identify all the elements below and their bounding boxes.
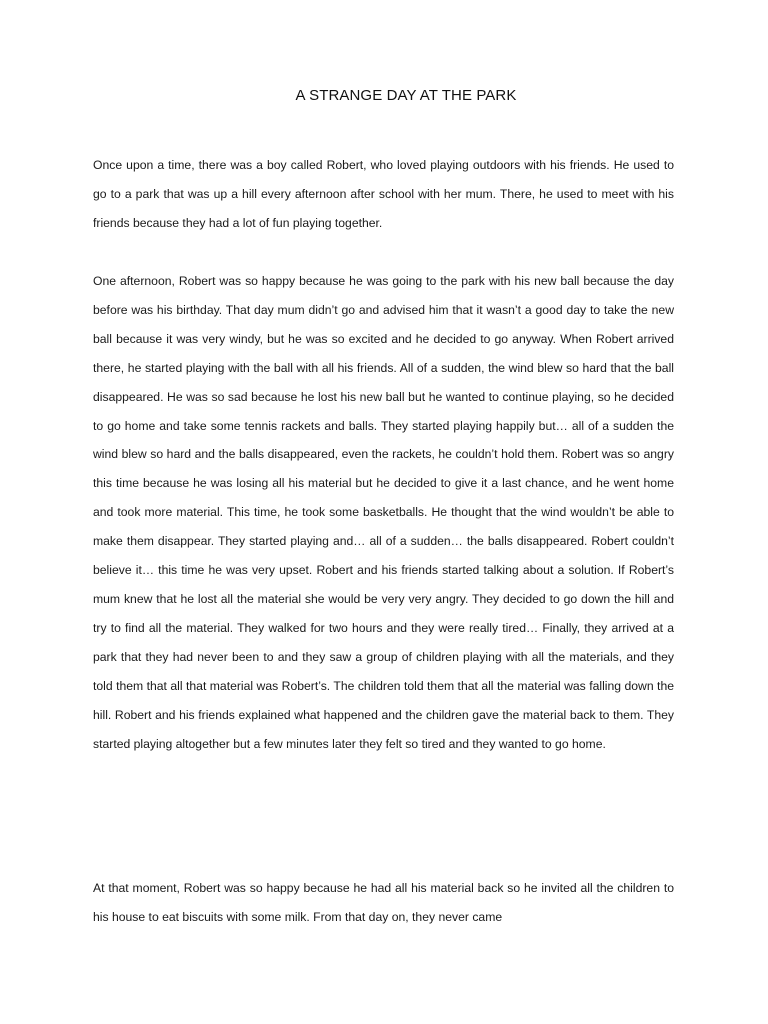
paragraph-2: One afternoon, Robert was so happy because he was going to the park with his new ball because the day before was his birthday. That day mum didn’t go and advised him that it wasn’t a good day to take the new ball because it was very windy, but he was so excited and he decided to go anyway. When Robert arrived there, he started playing with the ball with all his friends. All of a sudden, the wind blew so hard that the ball disappeared. He was so sad because he lost his new ball but he wanted to continue playing, so he decided to go home and take some tennis rackets and balls. They started playing happily but… all of a sudden the wind blew so hard and the balls disappeared, even the rackets, he couldn’t hold them. Robert was so angry this time because he was losing all his material but he decided to give it a last chance, and he went home and took more material. This time, he took some basketballs. He thought that the wind wouldn’t be able to make them disappear. They started playing and… all of a sudden… the balls disappeared. Robert couldn’t believe it… this time he was very upset. Robert and his friends started talking about a solution. If Robert’s mum knew that he lost all the material she would be very very angry. They decided to go down the hill and try to find all the material. They walked for two hours and they were really tired… Finally, they arrived at a park that they had never been to and they saw a group of children playing with all the materials, and they told them that all that material was Robert’s. The children told them that all the material was falling down the hill. Robert and his friends explained what happened and the children gave the material back to them. They started playing altogether but a few minutes later they felt so tired and they wanted to go home. (93, 274, 674, 751)
document-title: A STRANGE DAY AT THE PARK (295, 87, 517, 104)
paragraph-1: Once upon a time, there was a boy called Robert, who loved playing outdoors with his friends. He used to go to a park that was up a hill every afternoon after school with her mum. There, he used to meet with his friends because they had a lot of fun playing together. (93, 158, 674, 230)
paragraph-3: At that moment, Robert was so happy because he had all his material back so he invited all the children to his house to eat biscuits with some milk. From that day on, they never came (93, 881, 674, 924)
